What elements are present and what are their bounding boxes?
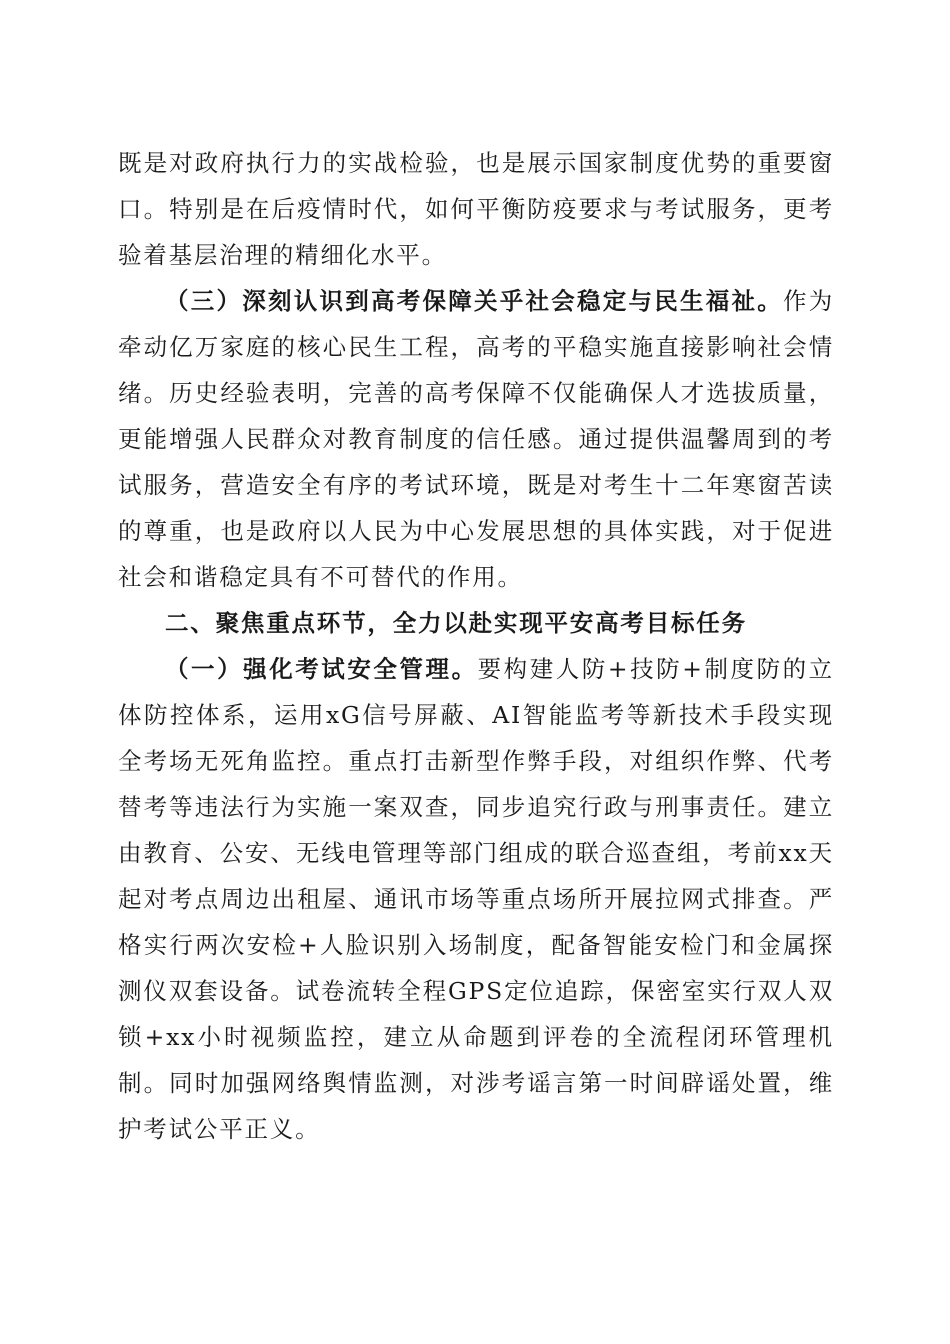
- paragraph-lead: （三）深刻认识到高考保障关乎社会稳定与民生福祉。: [165, 287, 783, 315]
- paragraph-lead: （一）强化考试安全管理。: [165, 655, 478, 683]
- paragraph-continuation: [118, 140, 834, 278]
- paragraph-section-three: [118, 278, 834, 600]
- document-body: [118, 140, 834, 1152]
- paragraph-text: 作为牵动亿万家庭的核心民生工程，高考的平稳实施直接影响社会情绪。历史经验表明，完善的高考保障不仅能确保人才选拔质量，更能增强人民群众对教育制度的信任感。通过提供温馨周到的考试服务，营造安全有序的考试环境，既是对考生十二年寒窗苦读的尊重，也是政府以人民为中心发展思想的具体实践，对于促进社会和谐稳定具有不可替代的作用。: [118, 287, 835, 591]
- section-heading: [118, 600, 834, 646]
- paragraph-subsection-one: [118, 646, 834, 1152]
- paragraph-text: 既是对政府执行力的实战检验，也是展示国家制度优势的重要窗口。特别是在后疫情时代，如何平衡防疫要求与考试服务，更考验着基层治理的精细化水平。: [118, 149, 834, 269]
- section-heading-text: 二、聚焦重点环节，全力以赴实现平安高考目标任务: [165, 609, 747, 637]
- paragraph-text: 要构建人防+技防+制度防的立体防控体系，运用xG信号屏蔽、AI智能监考等新技术手段实现全考场无死角监控。重点打击新型作弊手段，对组织作弊、代考替考等违法行为实施一案双查，同步追究行政与刑事责任。建立由教育、公安、无线电管理等部门组成的联合巡查组，考前xx天起对考点周边出租屋、通讯市场等重点场所开展拉网式排查。严格实行两次安检+人脸识别入场制度，配备智能安检门和金属探测仪双套设备。试卷流转全程GPS定位追踪，保密室实行双人双锁+xx小时视频监控，建立从命题到评卷的全流程闭环管理机制。同时加强网络舆情监测，对涉考谣言第一时间辟谣处置，维护考试公平正义。: [118, 655, 834, 1143]
